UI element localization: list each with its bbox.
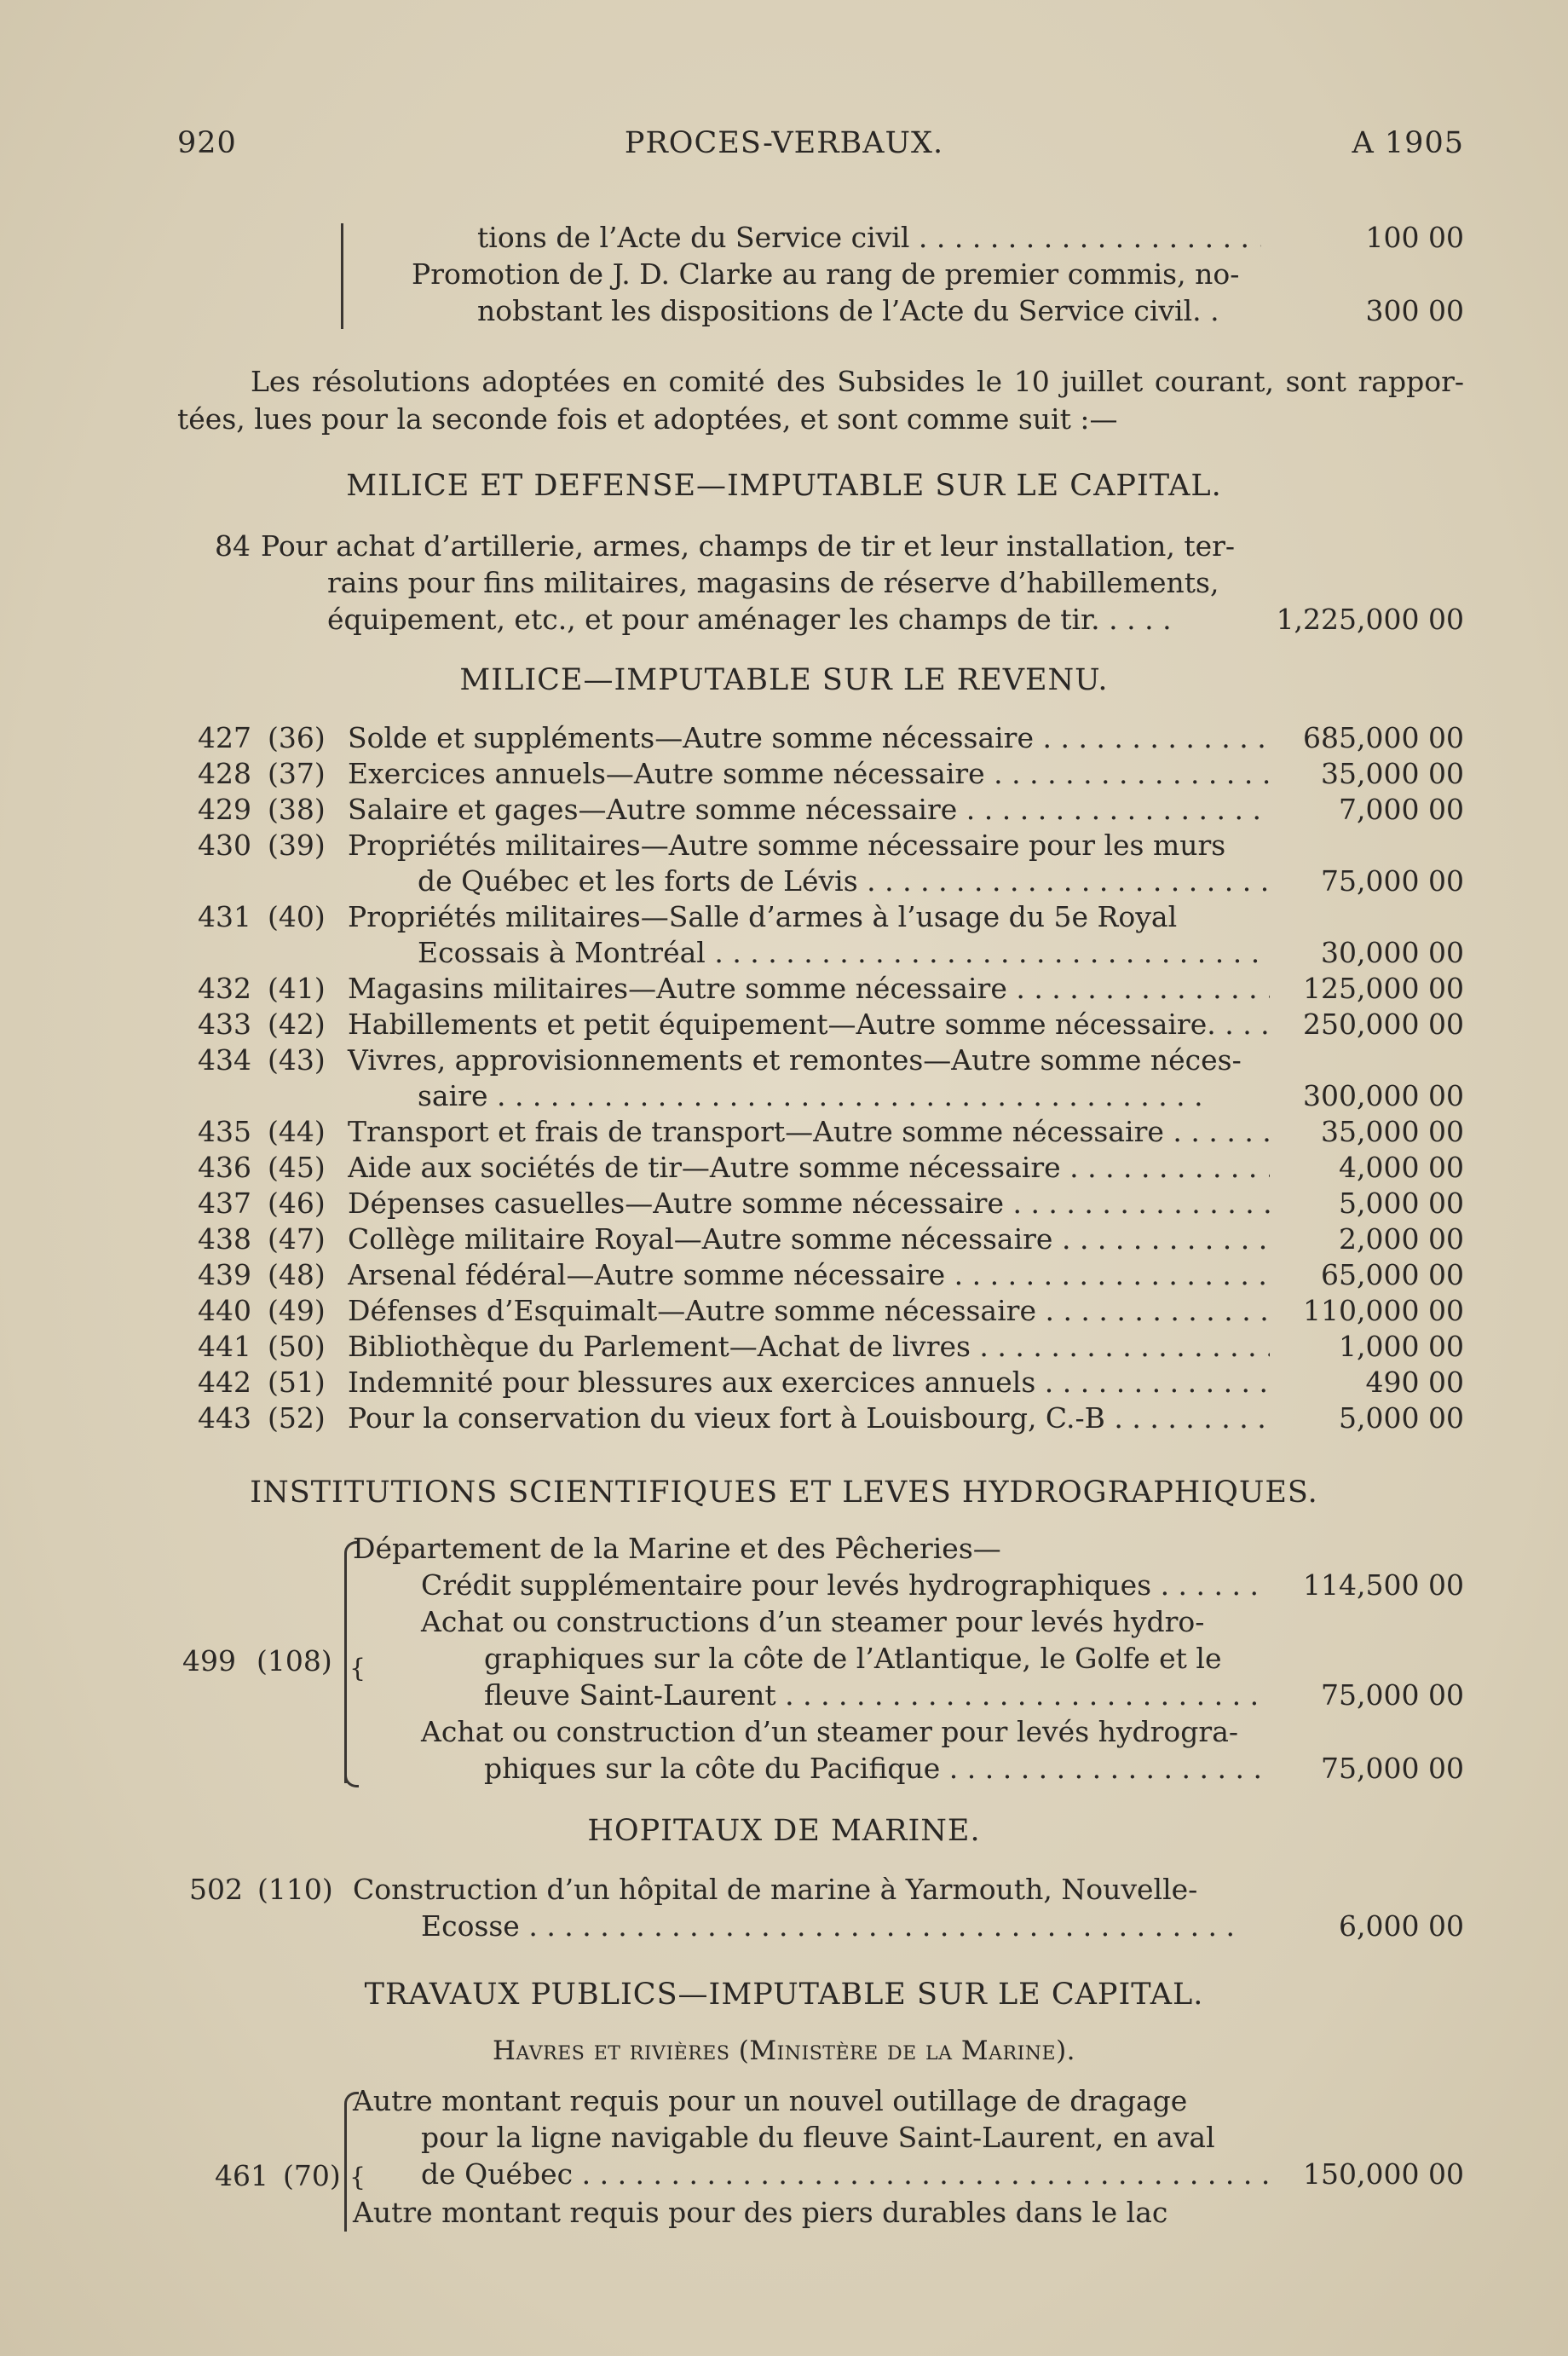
entry-amount: 300 00 (1365, 294, 1464, 327)
vote-ref: (70) (283, 2159, 341, 2192)
vote-ref: (43) (268, 1043, 326, 1077)
item-text: Construction d’un hôpital de marine à Yarmouth, Nouvelle- (353, 1873, 1198, 1906)
vote-number: 461 (215, 2159, 268, 2192)
vote-ref: (49) (268, 1294, 326, 1327)
vote-ref: (52) (268, 1401, 326, 1435)
vote-number: 432 (198, 972, 251, 1005)
vote-ref: (38) (268, 793, 326, 826)
item-text: rains pour fins militaires, magasins de réserve d’habillements, (327, 566, 1219, 599)
item-text: Collège militaire Royal—Autre somme nécessaire . . . (348, 1221, 1270, 1257)
item-text: Autre montant requis pour des piers durables dans le lac (353, 2196, 1168, 2229)
item-amount: 1,000 00 (1339, 1330, 1464, 1363)
item-amount: 685,000 00 (1303, 721, 1464, 754)
vote-number: 433 (198, 1008, 251, 1041)
item-text: Bibliothèque du Parlement—Achat de livres . . . (348, 1329, 1270, 1365)
item-text: Crédit supplémentaire pour levés hydrographiques . . . (421, 1568, 1270, 1603)
vote-number: 441 (198, 1330, 251, 1363)
vote-ref: (46) (268, 1187, 326, 1220)
brace-line (344, 2104, 347, 2232)
item-text: Salaire et gages—Autre somme nécessaire . . . (348, 792, 1270, 828)
brace-point: { (349, 1654, 366, 1683)
running-title: PROCES-VERBAUX. (624, 126, 944, 160)
item-amount: 75,000 00 (1321, 1752, 1464, 1785)
item-amount: 1,225,000 00 (1276, 603, 1464, 636)
item-amount: 65,000 00 (1321, 1258, 1464, 1291)
vote-ref: (48) (268, 1258, 326, 1291)
item-amount: 490 00 (1365, 1366, 1464, 1399)
vote-number: 436 (198, 1151, 251, 1184)
vote-number: 434 (198, 1043, 251, 1077)
vote-ref: (51) (268, 1366, 326, 1399)
intro-paragraph: Les résolutions adoptées en comité des Subsides le 10 juillet courant, sont rappor-tées, lues pour la seconde fois et adoptées, et sont comme suit :— (177, 365, 1464, 436)
item-amount: 114,500 00 (1303, 1568, 1464, 1602)
item-amount: 5,000 00 (1339, 1401, 1464, 1435)
vote-number: 442 (198, 1366, 251, 1399)
vote-ref: (108) (257, 1644, 332, 1677)
vote-ref: (45) (268, 1151, 326, 1184)
section-heading: MILICE ET DEFENSE—IMPUTABLE SUR LE CAPITAL. (346, 469, 1222, 503)
item-amount: 250,000 00 (1303, 1008, 1464, 1041)
item-text: fleuve Saint-Laurent . . . (484, 1677, 1270, 1713)
vote-ref: (40) (268, 900, 326, 933)
item-text: Achat ou constructions d’un steamer pour levés hydro- (421, 1605, 1205, 1638)
item-text: de Québec et les forts de Lévis . . . (418, 863, 1270, 899)
item-amount: 7,000 00 (1339, 793, 1464, 826)
item-amount: 150,000 00 (1303, 2157, 1464, 2191)
vote-ref: (36) (268, 721, 326, 754)
vote-ref: (50) (268, 1330, 326, 1363)
brace-line (344, 1553, 347, 1783)
item-text: équipement, etc., et pour aménager les champs de tir. . . . . (327, 603, 1172, 636)
item-text: phiques sur la côte du Pacifique . . . (484, 1751, 1270, 1787)
vote-number: 437 (198, 1187, 251, 1220)
vote-number: 431 (198, 900, 251, 933)
vote-number: 430 (198, 829, 251, 862)
item-text: Ecossais à Montréal . . . (418, 935, 1270, 971)
vote-number: 429 (198, 793, 251, 826)
item-text: Ecosse . . . (421, 1908, 1270, 1944)
entry-text: Promotion de J. D. Clarke au rang de premier commis, no- (412, 257, 1240, 291)
section-heading: MILICE—IMPUTABLE SUR LE REVENU. (459, 663, 1109, 697)
item-amount: 35,000 00 (1321, 757, 1464, 790)
vote-number: 427 (198, 721, 251, 754)
vote-number: 443 (198, 1401, 251, 1435)
item-text: Magasins militaires—Autre somme nécessaire . . . (348, 971, 1270, 1007)
item-text: Vivres, approvisionnements et remontes—Autre somme néces- (348, 1043, 1242, 1077)
vote-ref: (39) (268, 829, 326, 862)
item-amount: 6,000 00 (1339, 1909, 1464, 1943)
item-text: Pour la conservation du vieux fort à Louisbourg, C.-B . . . (348, 1400, 1270, 1436)
section-heading: INSTITUTIONS SCIENTIFIQUES ET LEVES HYDROGRAPHIQUES. (250, 1475, 1318, 1510)
entry-text: tions de l’Acte du Service civil . . . (477, 220, 1261, 256)
item-text: Arsenal fédéral—Autre somme nécessaire . . . (348, 1257, 1270, 1293)
item-text: de Québec . . . (421, 2157, 1270, 2192)
item-text: Exercices annuels—Autre somme nécessaire . . . (348, 756, 1270, 792)
item-amount: 300,000 00 (1303, 1079, 1464, 1112)
item-text: Dépenses casuelles—Autre somme nécessaire . . . (348, 1186, 1270, 1221)
vote-ref: (41) (268, 972, 326, 1005)
vote-number: 439 (198, 1258, 251, 1291)
running-year: A 1905 (1352, 126, 1464, 160)
item-amount: 2,000 00 (1339, 1222, 1464, 1256)
item-text: Pour achat d’artillerie, armes, champs de tir et leur installation, ter- (261, 529, 1236, 563)
brace-point: { (349, 2163, 366, 2192)
item-text: Département de la Marine et des Pêcheries— (353, 1532, 1001, 1565)
item-text: pour la ligne navigable du fleuve Saint-Laurent, en aval (421, 2121, 1215, 2154)
item-amount: 5,000 00 (1339, 1187, 1464, 1220)
item-text: Autre montant requis pour un nouvel outillage de dragage (353, 2084, 1188, 2117)
vote-number: 435 (198, 1115, 251, 1148)
item-text: saire . . . (418, 1078, 1270, 1114)
item-amount: 4,000 00 (1339, 1151, 1464, 1184)
item-text: Propriétés militaires—Autre somme nécessaire pour les murs (348, 829, 1226, 862)
item-text: Solde et suppléments—Autre somme nécessaire . . . (348, 720, 1270, 756)
vote-number: 428 (198, 757, 251, 790)
section-heading: HOPITAUX DE MARINE. (587, 1814, 981, 1848)
entry-amount: 100 00 (1365, 221, 1464, 254)
item-amount: 75,000 00 (1321, 1678, 1464, 1712)
item-text: Transport et frais de transport—Autre somme nécessaire . . . (348, 1114, 1270, 1150)
brace-bottom (344, 1773, 359, 1787)
entry-text: nobstant les dispositions de l’Acte du Service civil. . (477, 294, 1219, 327)
item-amount: 125,000 00 (1303, 972, 1464, 1005)
item-amount: 110,000 00 (1303, 1294, 1464, 1327)
vote-ref: (42) (268, 1008, 326, 1041)
vote-ref: (44) (268, 1115, 326, 1148)
item-text: graphiques sur la côte de l’Atlantique, le Golfe et le (484, 1642, 1222, 1675)
section-heading: TRAVAUX PUBLICS—IMPUTABLE SUR LE CAPITAL. (364, 1978, 1204, 2012)
vote-number: 440 (198, 1294, 251, 1327)
vote-ref: (47) (268, 1222, 326, 1256)
vote-ref: (110) (257, 1873, 333, 1906)
item-text: Propriétés militaires—Salle d’armes à l’usage du 5e Royal (348, 900, 1178, 933)
item-amount: 75,000 00 (1321, 864, 1464, 898)
subsection-heading: Havres et rivières (Ministère de la Marine). (492, 2036, 1076, 2066)
item-amount: 35,000 00 (1321, 1115, 1464, 1148)
vote-ref: (37) (268, 757, 326, 790)
vote-number: 499 (182, 1644, 236, 1677)
item-text: Habillements et petit équipement—Autre somme nécessaire. . . . . (348, 1007, 1270, 1042)
bracket-line (341, 223, 343, 329)
vote-number: 438 (198, 1222, 251, 1256)
item-text: Défenses d’Esquimalt—Autre somme nécessaire . . . (348, 1293, 1270, 1329)
item-amount: 30,000 00 (1321, 936, 1464, 969)
vote-number: 84 (215, 529, 251, 563)
item-text: Aide aux sociétés de tir—Autre somme nécessaire . . . (348, 1150, 1270, 1186)
page-number: 920 (177, 126, 237, 160)
item-text: Achat ou construction d’un steamer pour levés hydrogra- (421, 1715, 1239, 1748)
item-text: Indemnité pour blessures aux exercices annuels . . . (348, 1365, 1270, 1400)
vote-number: 502 (189, 1873, 243, 1906)
